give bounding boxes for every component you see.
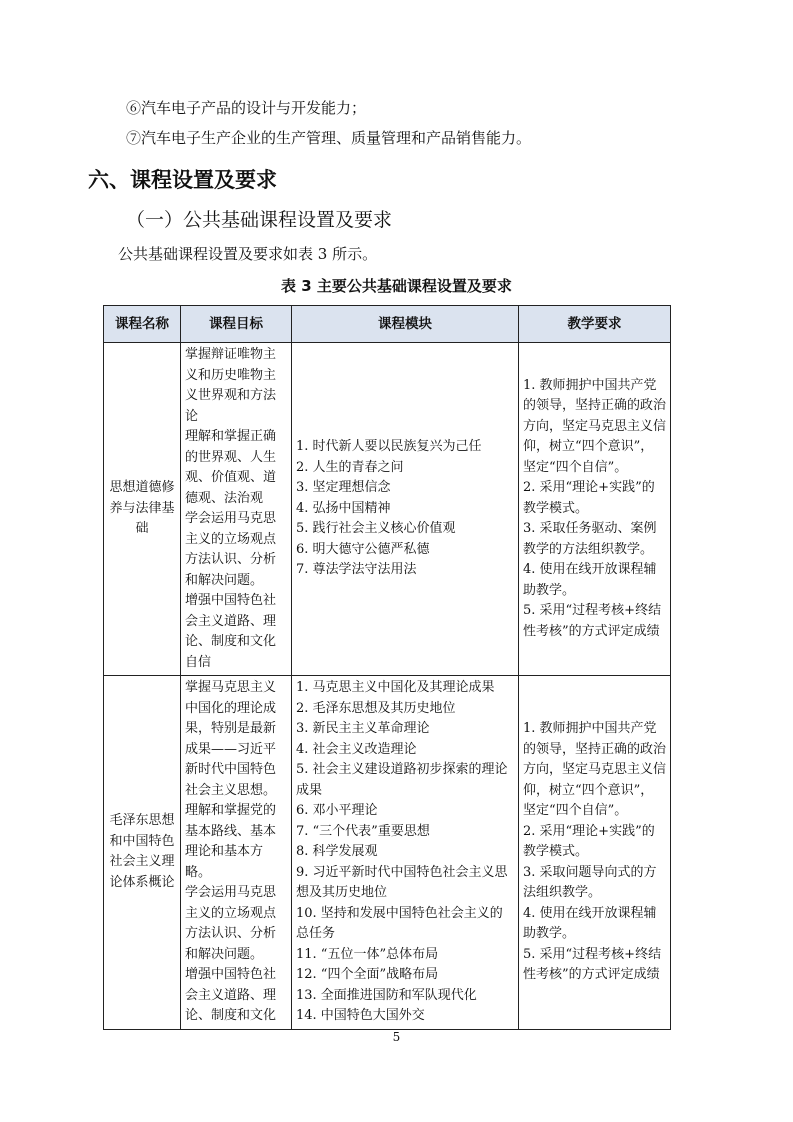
header-course-modules: 课程模块 [292,306,519,343]
header-course-name: 课程名称 [104,306,181,343]
module-item: 4. 社会主义改造理论 [296,741,417,757]
course-goals-cell: 掌握辩证唯物主义和历史唯物主义世界观和方法论 理解和掌握正确的世界观、人生观、价值观、道德观、法治观 学会运用马克思主义的立场观点方法认识、分析和解决问题。 增强中国特色社会主义道路、理论、制度和文化自信 [181,343,292,676]
table-body [104,343,671,1030]
module-item: 8. 科学发展观 [296,844,378,859]
module-item: 6. 明大德守公德严私德 [296,541,430,557]
teaching-requirements-cell [519,343,671,676]
requirement-item: 2. 采用“理论+实践”的教学模式。 [523,823,655,859]
module-item: 11. “五位一体”总体布局 [296,946,439,962]
table-row [104,676,671,1030]
module-item: 10. 坚持和发展中国特色社会主义的总任务 [296,905,503,941]
course-table [103,305,671,1030]
section-heading: 六、课程设置及要求 [88,168,277,192]
module-item: 7. 尊法学法守法用法 [296,562,417,578]
module-item: 3. 新民主主义革命理论 [296,721,430,736]
table-header-row [104,306,671,343]
requirement-item: 3. 采取任务驱动、案例教学的方法组织教学。 [523,521,657,557]
module-item: 7. “三个代表”重要思想 [296,823,430,839]
module-item: 5. 践行社会主义核心价值观 [296,521,456,537]
course-name-cell: 思想道德修养与法律基础 [104,343,181,676]
course-name-cell: 毛泽东思想和中国特色社会主义理论体系概论 [104,676,181,1030]
course-modules-cell [292,676,519,1030]
course-modules-cell [292,343,519,676]
requirement-item: 4. 使用在线开放课程辅助教学。 [523,562,657,598]
teaching-requirements-cell [519,676,671,1030]
intro-line-6: ⑥汽车电子产品的设计与开发能力； [126,99,367,117]
module-item: 12. “四个全面”战略布局 [296,967,439,982]
requirement-item: 1. 教师拥护中国共产党的领导，坚持正确的政治方向，坚定马克思主义信仰，树立“四个意识”，坚定“四个自信”。 [523,721,667,818]
intro-paragraph: 公共基础课程设置及要求如表 3 所示。 [118,245,378,263]
module-item: 9. 习近平新时代中国特色社会主义思想及其历史地位 [296,864,508,900]
module-item: 5. 社会主义建设道路初步探索的理论成果 [296,762,508,798]
module-item: 2. 毛泽东思想及其历史地位 [296,700,456,716]
module-item: 2. 人生的青春之问 [296,459,404,475]
header-teaching-requirements: 教学要求 [519,306,671,343]
module-item: 14. 中国特色大国外交 [296,1008,425,1023]
module-item: 1. 马克思主义中国化及其理论成果 [296,680,495,695]
module-item: 6. 邓小平理论 [296,803,378,818]
requirement-item: 4. 使用在线开放课程辅助教学。 [523,905,657,941]
module-item: 3. 坚定理想信念 [296,480,391,496]
module-item: 1. 时代新人要以民族复兴为己任 [296,439,482,455]
page-number: 5 [392,1030,401,1044]
requirement-item: 5. 采用“过程考核+终结性考核”的方式评定成绩 [523,946,662,982]
header-course-goals: 课程目标 [181,306,292,343]
requirement-item: 5. 采用“过程考核+终结性考核”的方式评定成绩 [523,603,662,639]
subsection-heading: （一）公共基础课程设置及要求 [126,209,393,231]
requirement-item: 3. 采取问题导向式的方法组织教学。 [523,864,657,900]
course-goals-cell: 掌握马克思主义中国化的理论成果，特别是最新成果——习近平新时代中国特色社会主义思想。 理解和掌握党的基本路线、基本理论和基本方略。 学会运用马克思主义的立场观点方法认识、分析和解决问题。 增强中国特色社会主义道路、理论、制度和文化 [181,676,292,1030]
intro-line-7: ⑦汽车电子生产企业的生产管理、质量管理和产品销售能力。 [126,129,532,147]
requirement-item: 2. 采用“理论+实践”的教学模式。 [523,480,655,516]
requirement-item: 1. 教师拥护中国共产党的领导，坚持正确的政治方向，坚定马克思主义信仰，树立“四个意识”，坚定“四个自信”。 [523,377,667,475]
module-item: 4. 弘扬中国精神 [296,500,391,516]
module-item: 13. 全面推进国防和军队现代化 [296,987,477,1003]
table-row [104,343,671,676]
table-caption: 表 3 主要公共基础课程设置及要求 [281,277,512,295]
